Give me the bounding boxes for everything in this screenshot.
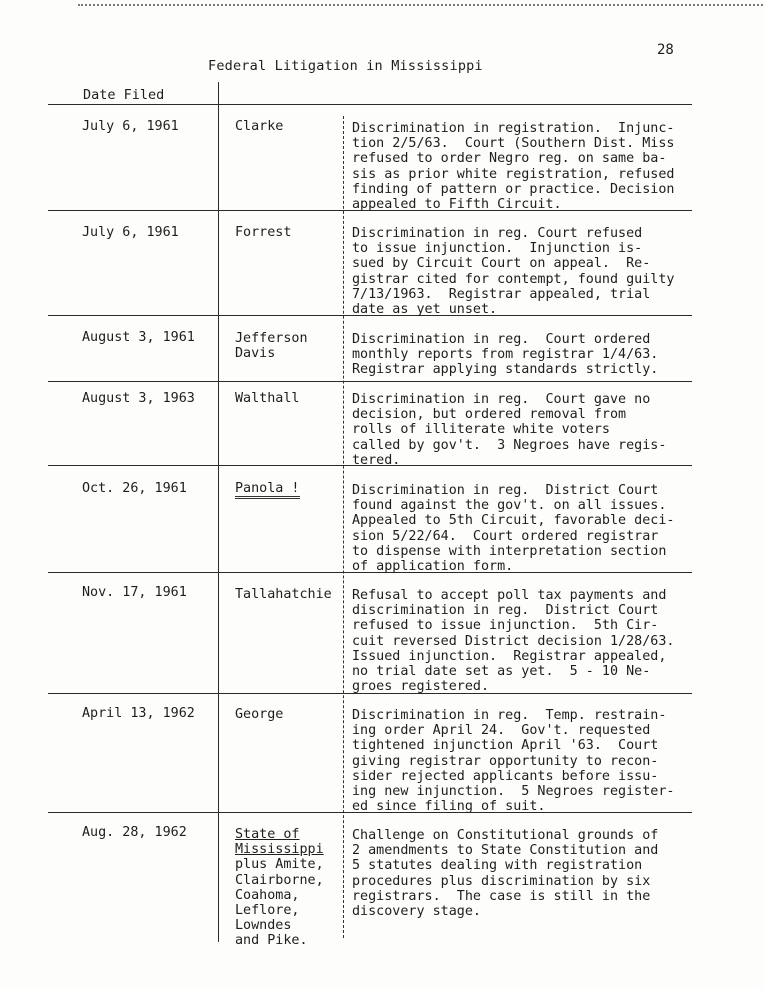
row-county	[235, 331, 308, 361]
row-county	[235, 391, 300, 406]
description-line: to issue injunction. Injunction is-	[352, 241, 643, 257]
description-line: appealed to Fifth Circuit.	[352, 197, 562, 213]
description-line: Discrimination in registration. Injunc-	[352, 121, 675, 136]
description-line: Discrimination in reg. Court refused	[352, 226, 643, 241]
row-description	[352, 708, 674, 814]
description-line: monthly reports from registrar 1/4/63.	[352, 347, 659, 363]
row-date: August 3, 1961	[82, 330, 195, 345]
description-line: giving registrar opportunity to recon-	[352, 753, 659, 769]
description-line: gistrar cited for contempt, found guilty	[352, 271, 675, 287]
description-line: Challenge on Constitutional grounds of	[352, 828, 659, 843]
county-name: State of	[235, 827, 300, 842]
row-description	[352, 483, 674, 574]
page-title: Federal Litigation in Mississippi	[208, 58, 483, 74]
description-line: Refusal to accept poll tax payments and	[352, 588, 667, 603]
row-county	[235, 119, 283, 134]
description-line: sis as prior white registration, refused	[352, 166, 675, 182]
description-line: rolls of illiterate white voters	[352, 422, 610, 438]
county-name: and Pike.	[235, 933, 308, 949]
description-line: to dispense with interpretation section	[352, 543, 667, 559]
description-line: Discrimination in reg. District Court	[352, 483, 659, 498]
description-line: procedures plus discrimination by six	[352, 873, 651, 889]
row-date: April 13, 1962	[82, 706, 195, 721]
description-line: Discrimination in reg. Court gave no	[352, 392, 651, 407]
county-name: Mississippi	[235, 842, 324, 858]
row-date: Oct. 26, 1961	[82, 481, 187, 496]
description-line: Discrimination in reg. Court ordered	[352, 332, 651, 347]
description-line: no trial date set as yet. 5 - 10 Ne-	[352, 664, 651, 680]
description-line: tion 2/5/63. Court (Southern Dist. Miss	[352, 136, 675, 152]
header-rule	[48, 104, 692, 105]
column-divider-date	[218, 82, 219, 942]
description-line: 5 statutes dealing with registration	[352, 858, 643, 874]
county-name: Clairborne,	[235, 872, 324, 888]
description-line: discovery stage.	[352, 904, 481, 920]
row-description	[352, 121, 674, 212]
description-line: called by gov't. 3 Negroes have regis-	[352, 437, 667, 453]
description-line: registrars. The case is still in the	[352, 888, 651, 904]
description-line: 2 amendments to State Constitution and	[352, 843, 659, 859]
row-county	[235, 587, 332, 602]
column-divider-county	[343, 116, 344, 938]
date-filed-header: Date Filed	[83, 87, 165, 103]
row-county	[235, 225, 291, 240]
description-line: groes registered.	[352, 679, 490, 695]
description-line: ing order April 24. Gov't. requested	[352, 723, 651, 739]
description-line: Discrimination in reg. Temp. restrain-	[352, 708, 667, 723]
row-description	[352, 828, 658, 919]
description-line: finding of pattern or practice. Decision	[352, 181, 675, 197]
description-line: refused to issue injunction. 5th Cir-	[352, 618, 659, 634]
row-description	[352, 588, 674, 694]
row-county	[235, 707, 283, 722]
row-description	[352, 332, 658, 378]
row-description	[352, 226, 674, 317]
description-line: decision, but ordered removal from	[352, 407, 627, 423]
county-name: Forrest	[235, 225, 292, 240]
county-name: George	[235, 707, 284, 722]
row-date: August 3, 1963	[82, 391, 195, 406]
row-description	[352, 392, 666, 468]
county-name: Davis	[235, 346, 276, 362]
county-name: Lowndes	[235, 918, 292, 934]
description-line: Appealed to 5th Circuit, favorable deci-	[352, 513, 675, 529]
description-line: 7/13/1963. Registrar appealed, trial	[352, 286, 651, 302]
description-line: refused to order Negro reg. on same ba-	[352, 151, 667, 167]
description-line: sued by Circuit Court on appeal. Re-	[352, 256, 651, 272]
description-line: Registrar applying standards strictly.	[352, 362, 659, 378]
description-line: tered.	[352, 452, 401, 468]
description-line: date as yet unset.	[352, 302, 498, 318]
description-line: cuit reversed District decision 1/28/63.	[352, 633, 675, 649]
county-name: Tallahatchie	[235, 587, 332, 602]
row-county	[235, 481, 300, 499]
top-border	[78, 0, 763, 6]
row-date: Aug. 28, 1962	[82, 825, 187, 840]
page-number: 28	[657, 42, 674, 58]
county-name: Clarke	[235, 119, 284, 134]
description-line: ing new injunction. 5 Negroes register-	[352, 784, 675, 800]
description-line: found against the gov't. on all issues.	[352, 498, 667, 514]
county-name: Walthall	[235, 391, 300, 406]
description-line: sion 5/22/64. Court ordered registrar	[352, 528, 659, 544]
row-county	[235, 827, 324, 949]
county-name: plus Amite,	[235, 857, 324, 873]
county-name: Leflore,	[235, 903, 300, 919]
description-line: ed since filing of suit.	[352, 799, 546, 815]
county-name: Jefferson	[235, 331, 308, 346]
description-line: sider rejected applicants before issu-	[352, 768, 659, 784]
description-line: tightened injunction April '63. Court	[352, 738, 659, 754]
row-divider	[48, 381, 692, 382]
row-date: Nov. 17, 1961	[82, 585, 187, 600]
row-date: July 6, 1961	[82, 119, 179, 134]
description-line: Issued injunction. Registrar appealed,	[352, 648, 667, 664]
description-line: of application form.	[352, 559, 514, 575]
description-line: discrimination in reg. District Court	[352, 603, 659, 619]
county-name: Panola !	[235, 481, 300, 499]
county-name: Coahoma,	[235, 887, 300, 903]
row-date: July 6, 1961	[82, 225, 179, 240]
